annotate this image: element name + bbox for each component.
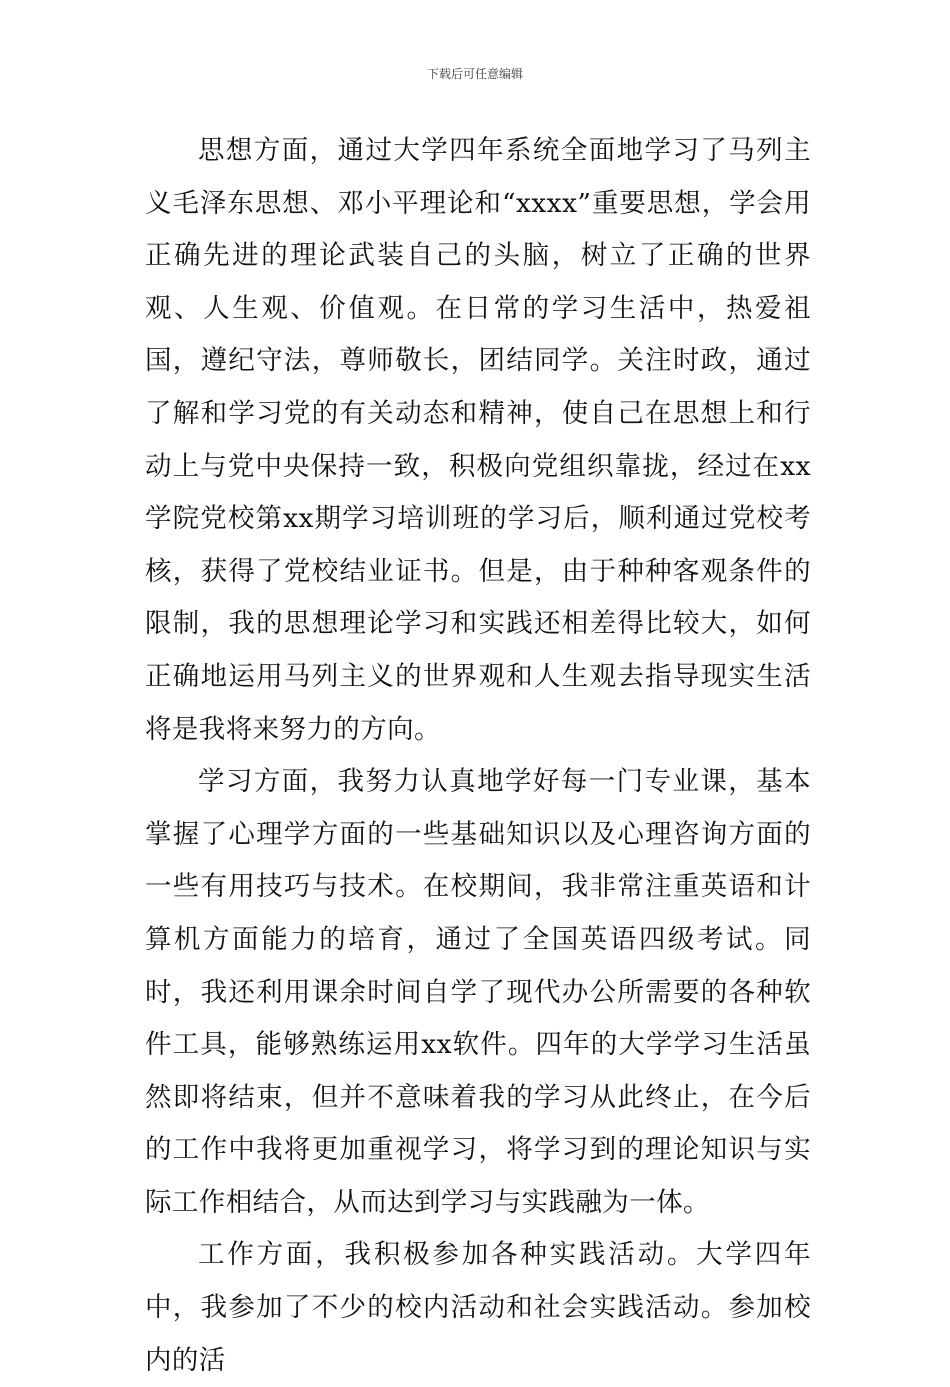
- document-body: [145, 125, 811, 1387]
- paragraph-ideology: 思想方面，通过大学四年系统全面地学习了马列主义毛泽东思想、邓小平理论和“xxxx”重要思想，学会用正确先进的理论武装自己的头脑，树立了正确的世界观、人生观、价值观。在日常的学习生活中，热爱祖国，遵纪守法，尊师敬长，团结同学。关注时政，通过了解和学习党的有关动态和精神，使自己在思想上和行动上与党中央保持一致，积极向党组织靠拢，经过在xx学院党校第xx期学习培训班的学习后，顺利通过党校考核，获得了党校结业证书。但是，由于种种客观条件的限制，我的思想理论学习和实践还相差得比较大，如何正确地运用马列主义的世界观和人生观去指导现实生活将是我将来努力的方向。: [145, 135, 811, 745]
- header-note: 下载后可任意编辑: [426, 67, 523, 81]
- paragraph-study: 学习方面，我努力认真地学好每一门专业课，基本掌握了心理学方面的一些基础知识以及心理咨询方面的一些有用技巧与技术。在校期间，我非常注重英语和计算机方面能力的培育，通过了全国英语四级考试。同时，我还利用课余时间自学了现代办公所需要的各种软件工具，能够熟练运用xx软件。四年的大学学习生活虽然即将结束，但并不意味着我的学习从此终止，在今后的工作中我将更加重视学习，将学习到的理论知识与实际工作相结合，从而达到学习与实践融为一体。: [145, 766, 811, 1218]
- paragraph-work: 工作方面，我积极参加各种实践活动。大学四年中，我参加了不少的校内活动和社会实践活动。参加校内的活: [145, 1239, 811, 1376]
